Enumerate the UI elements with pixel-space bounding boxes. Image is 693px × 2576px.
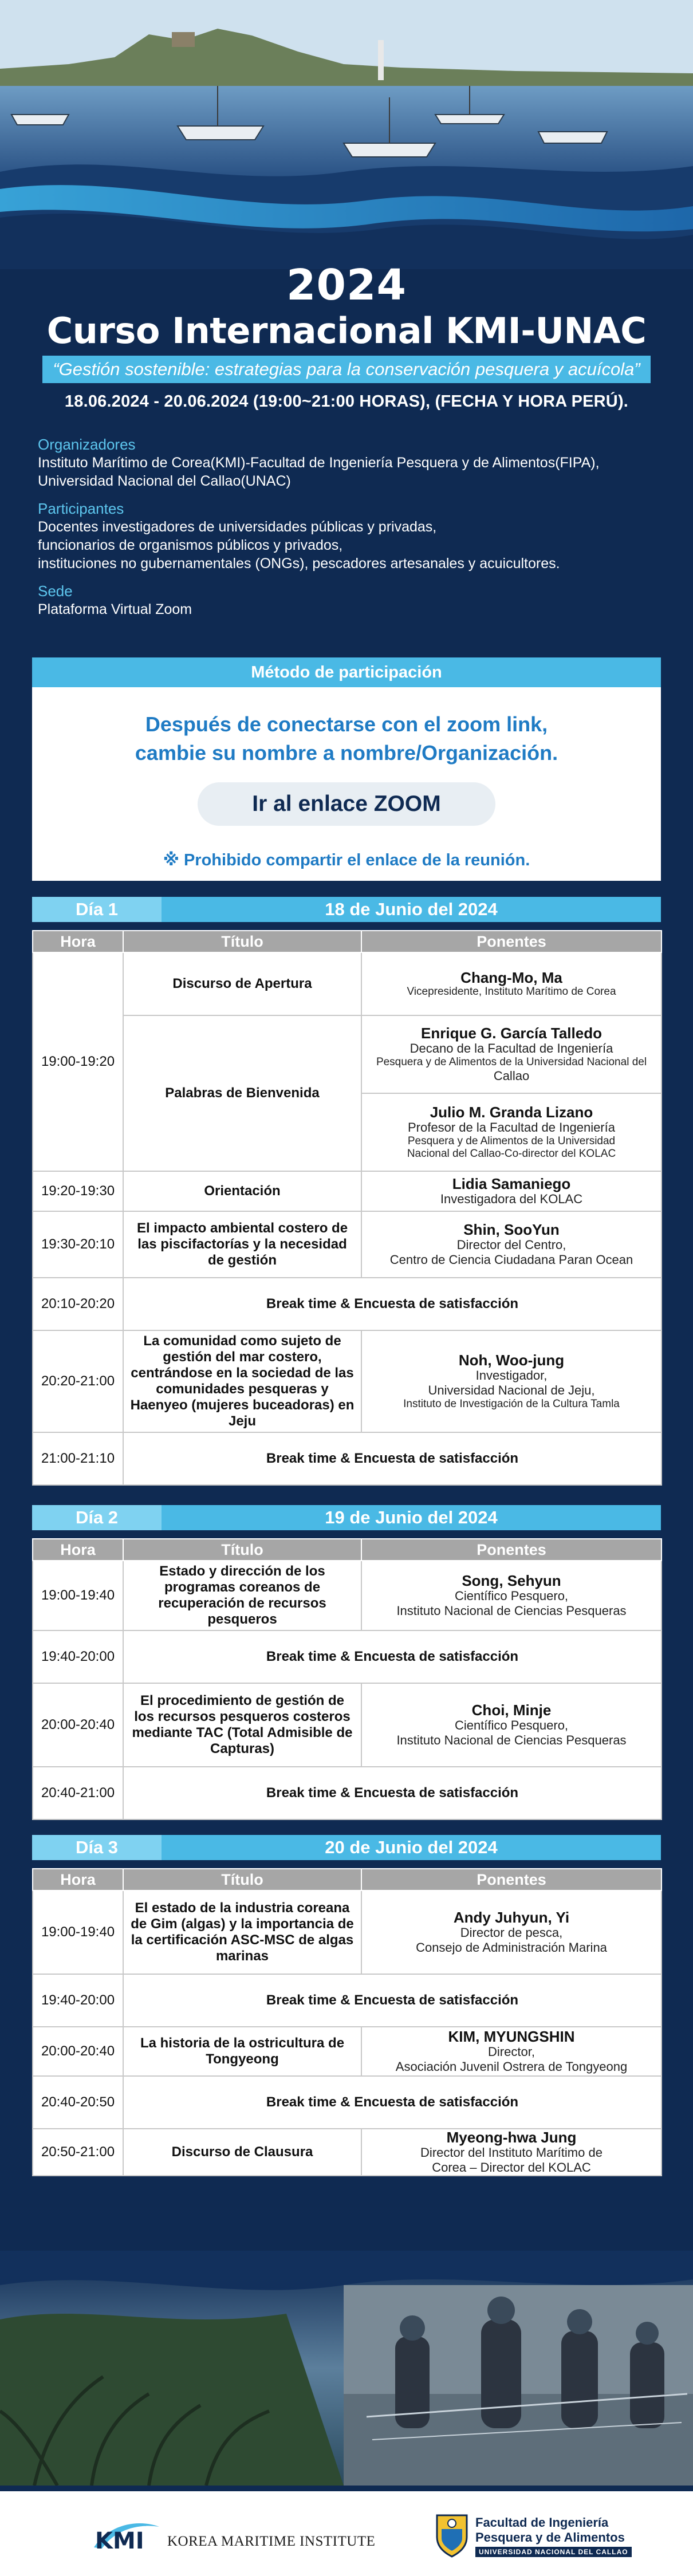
schedule-table <box>32 930 662 1486</box>
organizers-label: Organizadores <box>38 436 136 453</box>
speaker-role: Instituto Nacional de Ciencias Pesqueras <box>396 1604 627 1618</box>
row-time: 19:00-19:40 <box>33 1890 123 1974</box>
speaker-cell <box>361 2027 662 2076</box>
participants-section <box>38 499 662 573</box>
col-hora: Hora <box>33 1539 123 1561</box>
break-cell: Break time & Encuesta de satisfacción <box>123 1767 662 1819</box>
table-row <box>33 1432 662 1485</box>
table-row <box>33 1015 662 1093</box>
col-titulo: Título <box>123 1539 361 1561</box>
speaker-role: Corea – Director del KOLAC <box>432 2160 591 2175</box>
speaker-cell <box>361 952 662 1015</box>
speaker-cell <box>361 2129 662 2176</box>
speaker-cell <box>361 1561 662 1630</box>
speaker-role: Instituto Nacional de Ciencias Pesqueras <box>396 1733 627 1747</box>
kmi-logo-letters: KMI <box>95 2528 144 2553</box>
session-title: La comunidad como sujeto de gestión del mar costero, centrándose en la sociedad de las comunidades pesqueras y Haenyeo (mujeres buceadoras) en Jeju <box>123 1330 361 1432</box>
participants-line: funcionarios de organismos públicos y privados, <box>38 537 343 553</box>
speaker-name: Lidia Samaniego <box>452 1175 571 1192</box>
table-header-row <box>33 931 662 952</box>
table-row <box>33 952 662 1015</box>
row-time: 19:40-20:00 <box>33 1974 123 2027</box>
speaker-role: Pesquera y de Alimentos de la Universidad Nacional del <box>376 1056 647 1068</box>
speaker-cell <box>361 1683 662 1767</box>
day-1-section <box>32 897 661 1486</box>
day-bar <box>32 1505 661 1530</box>
row-time: 20:40-20:50 <box>33 2076 123 2129</box>
speaker-name: Chang-Mo, Ma <box>460 969 562 986</box>
table-row <box>33 1171 662 1211</box>
speaker-name: Julio M. Granda Lizano <box>430 1104 593 1121</box>
speaker-role: Centro de Ciencia Ciudadana Paran Ocean <box>389 1252 633 1267</box>
speaker-role: Investigador, <box>475 1368 548 1382</box>
method-instructions <box>32 710 661 767</box>
table-row <box>33 2129 662 2176</box>
speaker-role: Vicepresidente, Instituto Marítimo de Corea <box>407 986 616 998</box>
event-dates: 18.06.2024 - 20.06.2024 (19:00~21:00 HORAS), (FECHA Y HORA PERÚ). <box>64 392 629 411</box>
participants-line: instituciones no gubernamentales (ONGs), pescadores artesanales y acuicultores. <box>38 556 560 572</box>
session-title: La historia de la ostricultura de Tongyeong <box>123 2027 361 2076</box>
table-row <box>33 1211 662 1278</box>
day-label: Día 1 <box>32 897 162 922</box>
speaker-role: Callao <box>493 1069 530 1083</box>
session-title: Palabras de Bienvenida <box>123 1015 361 1171</box>
schedule-table <box>32 1868 662 2176</box>
method-line: Después de conectarse con el zoom link, <box>145 712 548 736</box>
speaker-name: Enrique G. García Talledo <box>421 1025 602 1042</box>
speaker-name: Choi, Minje <box>471 1701 552 1719</box>
participants-label: Participantes <box>38 500 124 517</box>
no-share-warning: ※ Prohibido compartir el enlace de la reunión. <box>163 851 530 869</box>
day-bar <box>32 897 661 922</box>
col-titulo: Título <box>123 931 361 952</box>
break-cell: Break time & Encuesta de satisfacción <box>123 2076 662 2129</box>
event-info <box>38 435 662 628</box>
break-cell: Break time & Encuesta de satisfacción <box>123 1974 662 2027</box>
speaker-name: KIM, MYUNGSHIN <box>448 2028 575 2045</box>
speaker-role: Científico Pesquero, <box>454 1718 569 1732</box>
session-title: Orientación <box>123 1171 361 1211</box>
method-heading: Método de participación <box>32 657 661 687</box>
session-title: Estado y dirección de los programas coreanos de recuperación de recursos pesqueros <box>123 1561 361 1630</box>
participation-method-box <box>32 657 661 881</box>
course-subtitle: “Gestión sostenible: estrategias para la conservación pesquera y acuícola” <box>42 356 650 383</box>
speaker-role: Profesor de la Facultad de Ingeniería <box>407 1120 615 1135</box>
speaker-role: Pesquera y de Alimentos de la Universidad <box>407 1135 616 1147</box>
speaker-cell <box>361 1330 662 1432</box>
speaker-name: Noh, Woo-jung <box>458 1352 565 1369</box>
table-row <box>33 1890 662 1974</box>
row-time: 21:00-21:10 <box>33 1432 123 1485</box>
venue-line: Plataforma Virtual Zoom <box>38 601 192 617</box>
session-title: Discurso de Apertura <box>123 952 361 1015</box>
speaker-role: Universidad Nacional de Jeju, <box>428 1383 595 1397</box>
participants-line: Docentes investigadores de universidades públicas y privadas, <box>38 519 437 535</box>
course-title: Curso Internacional KMI-UNAC <box>46 310 647 352</box>
table-header-row <box>33 1539 662 1561</box>
row-time: 20:20-21:00 <box>33 1330 123 1432</box>
speaker-cell <box>361 1171 662 1211</box>
table-row <box>33 1683 662 1767</box>
row-time: 19:00-19:40 <box>33 1561 123 1630</box>
speaker-cell <box>361 1890 662 1974</box>
row-time: 20:10-20:20 <box>33 1278 123 1330</box>
table-header-row <box>33 1869 662 1890</box>
speaker-role: Científico Pesquero, <box>454 1589 569 1603</box>
schedule-table <box>32 1538 662 1820</box>
break-cell: Break time & Encuesta de satisfacción <box>123 1630 662 1683</box>
speaker-role: Director del Instituto Marítimo de <box>420 2145 603 2160</box>
table-row <box>33 1561 662 1630</box>
kmi-name: KOREA MARITIME INSTITUTE <box>167 2534 376 2549</box>
day-3-section <box>32 1835 661 2176</box>
session-title: El procedimiento de gestión de los recursos pesqueros costeros mediante TAC (Total Admisible de Capturas) <box>123 1683 361 1767</box>
footer <box>0 2491 693 2576</box>
col-ponentes: Ponentes <box>361 931 662 952</box>
day-date: 20 de Junio del 2024 <box>325 1837 498 1857</box>
speaker-role: Director del Centro, <box>456 1238 566 1252</box>
col-hora: Hora <box>33 931 123 952</box>
speaker-role: Instituto de Investigación de la Cultura Tamla <box>403 1398 620 1410</box>
speaker-role: Nacional del Callao-Co-director del KOLAC <box>407 1148 616 1160</box>
event-year: 2024 <box>286 261 407 310</box>
fipa-name <box>475 2515 632 2557</box>
speaker-role: Decano de la Facultad de Ingeniería <box>410 1041 613 1055</box>
day-date: 18 de Junio del 2024 <box>325 899 498 919</box>
fipa-line2: Pesquera y de Alimentos <box>475 2530 625 2545</box>
row-time: 19:40-20:00 <box>33 1630 123 1683</box>
speaker-name: Myeong-hwa Jung <box>446 2129 577 2146</box>
speaker-role: Asociación Juvenil Ostrera de Tongyeong <box>395 2059 628 2074</box>
fipa-line1: Facultad de Ingeniería <box>475 2515 609 2530</box>
session-title: Discurso de Clausura <box>123 2129 361 2176</box>
row-time: 20:40-21:00 <box>33 1767 123 1819</box>
speaker-cell <box>361 1211 662 1278</box>
organizers-line: Universidad Nacional del Callao(UNAC) <box>38 473 291 489</box>
table-row <box>33 2076 662 2129</box>
break-cell: Break time & Encuesta de satisfacción <box>123 1278 662 1330</box>
speaker-name: Andy Juhyun, Yi <box>453 1909 570 1926</box>
col-hora: Hora <box>33 1869 123 1890</box>
fipa-line3: UNIVERSIDAD NACIONAL DEL CALLAO <box>475 2547 632 2557</box>
hero-harbor-image <box>0 0 693 269</box>
fipa-crest-icon <box>434 2512 470 2561</box>
day-label: Día 3 <box>32 1835 162 1860</box>
table-row <box>33 1974 662 2027</box>
organizers-line: Instituto Marítimo de Corea(KMI)-Facultad de Ingeniería Pesquera y de Alimentos(FIPA), <box>38 455 600 471</box>
table-row <box>33 1630 662 1683</box>
table-row <box>33 1278 662 1330</box>
speaker-role: Director, <box>488 2045 535 2059</box>
venue-section <box>38 582 662 619</box>
speaker-cell <box>361 1093 662 1171</box>
speaker-name: Song, Sehyun <box>462 1572 561 1589</box>
kmi-logo <box>92 2519 163 2556</box>
row-time: 19:20-19:30 <box>33 1171 123 1211</box>
session-title: El impacto ambiental costero de las piscifactorías y la necesidad de gestión <box>123 1211 361 1278</box>
col-titulo: Título <box>123 1869 361 1890</box>
organizers-section <box>38 435 662 490</box>
col-ponentes: Ponentes <box>361 1539 662 1561</box>
session-title: El estado de la industria coreana de Gim (algas) y la importancia de la certificación ASC-MSC de algas marinas <box>123 1890 361 1974</box>
method-line: cambie su nombre a nombre/Organización. <box>135 741 558 765</box>
day-label: Día 2 <box>32 1505 162 1530</box>
zoom-link-button[interactable]: Ir al enlace ZOOM <box>198 782 495 826</box>
break-cell: Break time & Encuesta de satisfacción <box>123 1432 662 1485</box>
row-time: 20:00-20:40 <box>33 2027 123 2076</box>
row-time: 19:00-19:20 <box>33 952 123 1171</box>
speaker-cell <box>361 1015 662 1093</box>
speaker-name: Shin, SooYun <box>463 1221 560 1238</box>
day-2-section <box>32 1505 661 1820</box>
table-row <box>33 1330 662 1432</box>
col-ponentes: Ponentes <box>361 1869 662 1890</box>
day-bar <box>32 1835 661 1860</box>
speaker-role: Director de pesca, <box>460 1925 563 1940</box>
table-row <box>33 1767 662 1819</box>
table-row <box>33 2027 662 2076</box>
fishermen-mangrove-image <box>0 2251 693 2486</box>
speaker-role: Investigadora del KOLAC <box>440 1192 583 1206</box>
row-time: 20:50-21:00 <box>33 2129 123 2176</box>
day-date: 19 de Junio del 2024 <box>325 1507 498 1527</box>
venue-label: Sede <box>38 582 73 600</box>
title-block <box>0 261 693 411</box>
speaker-role: Consejo de Administración Marina <box>416 1940 607 1955</box>
row-time: 20:00-20:40 <box>33 1683 123 1767</box>
row-time: 19:30-20:10 <box>33 1211 123 1278</box>
